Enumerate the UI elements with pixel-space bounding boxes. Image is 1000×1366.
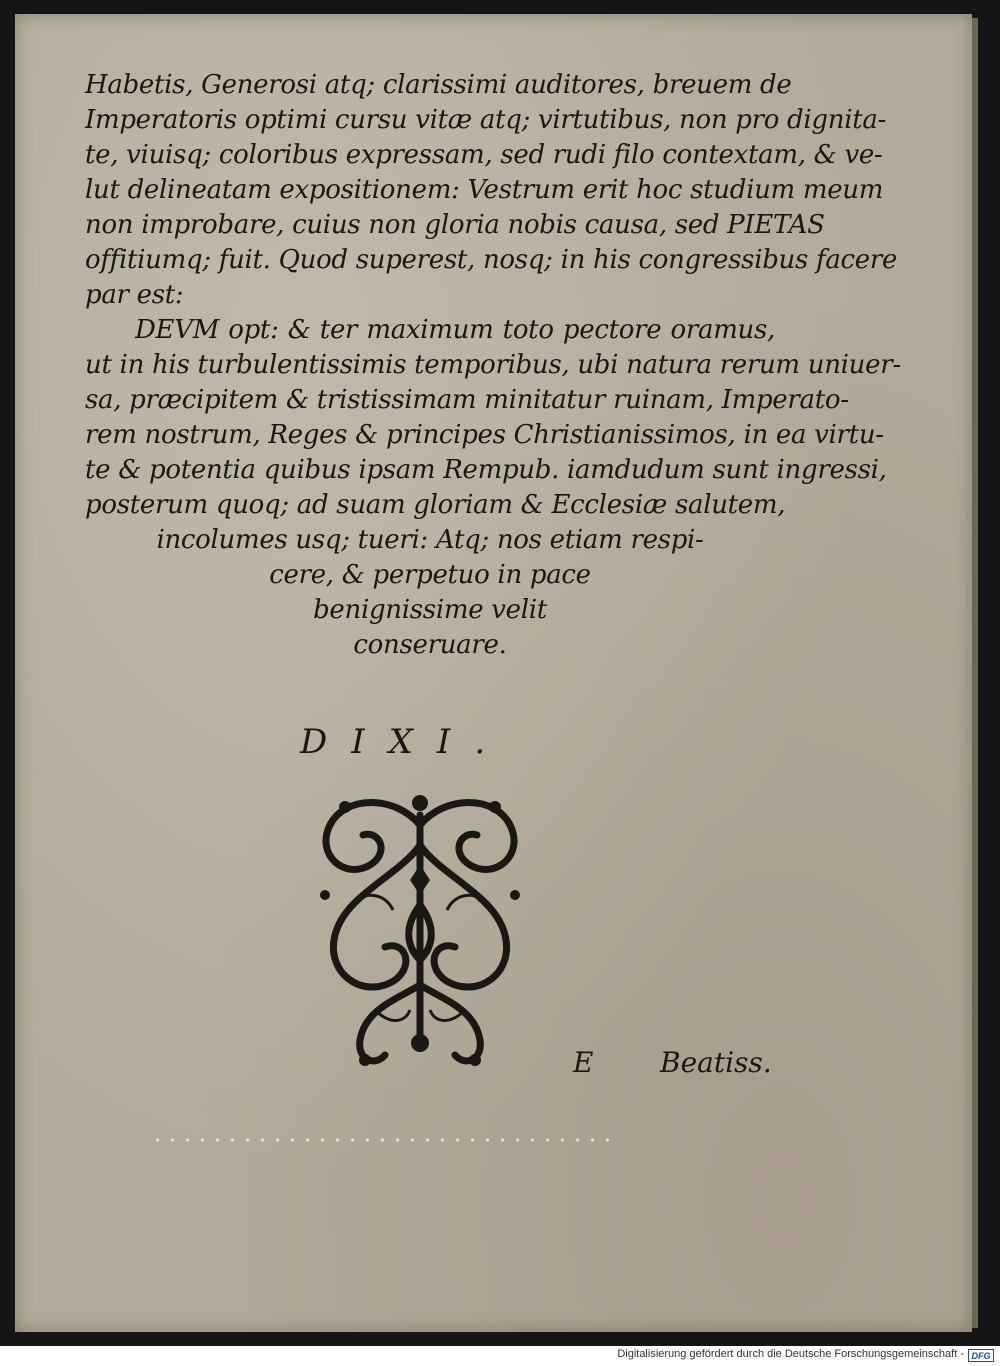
catchword: Beatiss. xyxy=(660,1046,772,1079)
oration-text xyxy=(85,68,901,663)
text-line: lut delineatam expositionem: Vestrum erit hoc studium meum xyxy=(85,175,884,205)
footer-credit: Digitalisierung gefördert durch die Deutsche Forschungsgemeinschaft - xyxy=(617,1348,964,1360)
dfg-logo: DFG xyxy=(968,1349,994,1362)
show-through-dots xyxy=(150,1136,620,1144)
text-line: non improbare, cuius non gloria nobis causa, sed PIETAS xyxy=(85,210,825,240)
page-edge xyxy=(972,18,978,1328)
arabesque-vignette-icon xyxy=(305,785,535,1075)
text-line: te, viuisq; coloribus expressam, sed rudi filo contextam, & ve- xyxy=(85,140,883,170)
text-line: te & potentia quibus ipsam Rempub. iamdudum sunt ingressi, xyxy=(85,455,887,485)
text-line: incolumes usq; tueri: Atq; nos etiam respi- xyxy=(156,525,704,555)
text-line: offitiumq; fuit. Quod superest, nosq; in his congressibus facere xyxy=(85,245,898,275)
text-line: benignissime velit xyxy=(313,595,547,625)
text-line: Imperatoris optimi cursu vitæ atq; virtutibus, non pro dignita- xyxy=(85,105,887,135)
text-line: par est: xyxy=(85,280,184,310)
text-line: sa, præcipitem & tristissimam minitatur ruinam, Imperato- xyxy=(85,385,849,415)
text-line: ut in his turbulentissimis temporibus, ubi natura rerum uniuer- xyxy=(85,350,901,380)
text-line: conseruare. xyxy=(353,630,507,660)
text-line: posterum quoq; ad suam gloriam & Ecclesiæ salutem, xyxy=(85,490,786,520)
digitization-footer xyxy=(0,1346,1000,1366)
text-line: DEVM opt: & ter maximum toto pectore oramus, xyxy=(135,315,775,345)
text-line: cere, & perpetuo in pace xyxy=(269,560,591,590)
text-line: rem nostrum, Reges & principes Christianissimos, in ea virtu- xyxy=(85,420,884,450)
text-line: Habetis, Generosi atq; clarissimi auditores, breuem de xyxy=(85,70,792,100)
signature-mark: E xyxy=(573,1046,594,1079)
closing-word: DIXI. xyxy=(300,722,510,762)
